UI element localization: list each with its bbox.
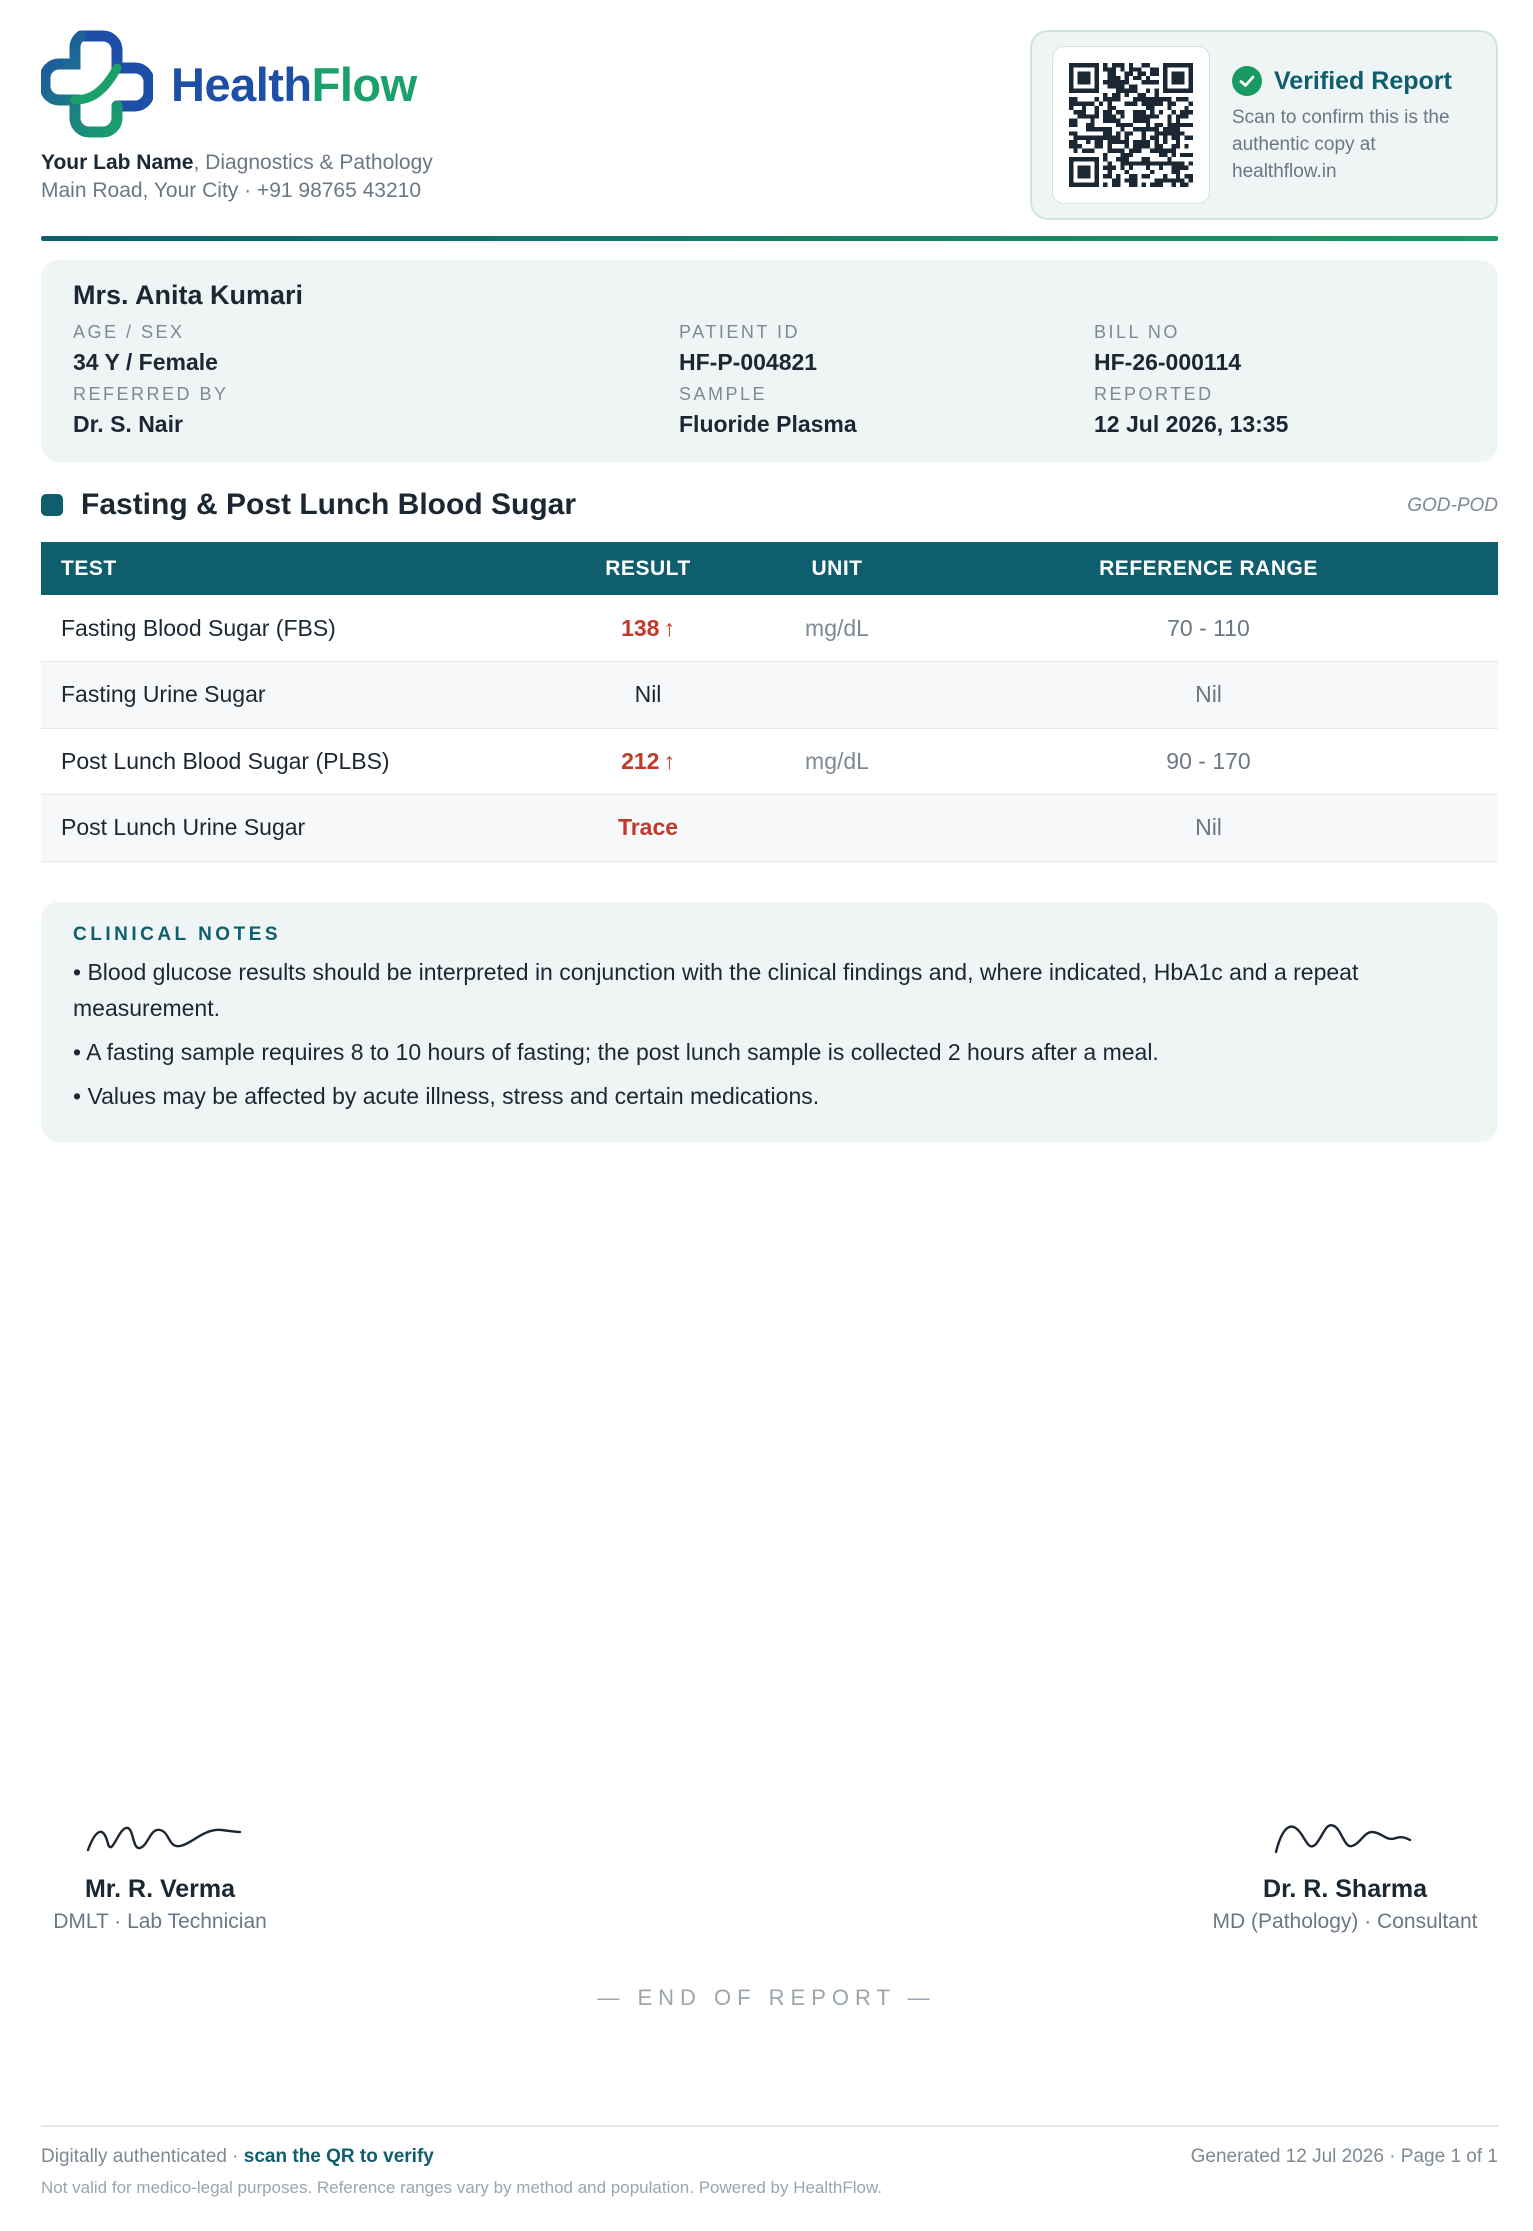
reference-range: Nil xyxy=(919,662,1498,729)
brand-name-part1: Health xyxy=(171,57,312,111)
verification-panel xyxy=(1030,30,1498,220)
section-marker-icon xyxy=(41,494,63,516)
result-value: Trace xyxy=(617,814,679,841)
lab-name-line xyxy=(41,151,433,175)
column-header-reference: REFERENCE RANGE xyxy=(919,542,1498,595)
header-divider xyxy=(41,236,1498,241)
test-result xyxy=(541,728,755,795)
sample-field xyxy=(679,384,857,438)
test-name: Fasting Blood Sugar (FBS) xyxy=(41,595,541,662)
bill-no-label: BILL NO xyxy=(1094,322,1180,342)
clinical-note: • Blood glucose results should be interpreted in conjunction with the clinical findings and, where indicated, HbA1c and a repeat measurement. xyxy=(73,959,1359,1021)
reported-value: 12 Jul 2026, 13:35 xyxy=(1094,411,1289,437)
high-arrow-icon: ↑ xyxy=(663,747,675,774)
clinical-note: • Values may be affected by acute illness, stress and certain medications. xyxy=(73,1083,820,1109)
lab-address: Main Road, Your City · +91 98765 43210 xyxy=(41,179,422,202)
brand-name-part2: Flow xyxy=(311,57,417,111)
signatory-name: Dr. R. Sharma xyxy=(1263,1875,1427,1903)
footer-divider xyxy=(41,2125,1498,2127)
referred-by-field xyxy=(73,384,229,438)
patient-name: Mrs. Anita Kumari xyxy=(73,280,304,310)
qr-code-icon xyxy=(1069,63,1193,187)
column-header-result: RESULT xyxy=(541,542,755,595)
verified-description: Scan to confirm this is the authentic copy at healthflow.in xyxy=(1232,107,1450,182)
test-method: GOD-POD xyxy=(1407,495,1498,516)
table-row xyxy=(41,662,1498,729)
test-result xyxy=(541,662,755,729)
test-name: Fasting Urine Sugar xyxy=(41,662,541,729)
footer-disclaimer: Not valid for medico-legal purposes. Reference ranges vary by method and population. Powered by HealthFlow. xyxy=(41,2178,883,2197)
patient-id-label: PATIENT ID xyxy=(679,322,801,342)
column-header-unit: UNIT xyxy=(755,542,919,595)
patient-info-card xyxy=(41,260,1498,462)
age-sex-label: AGE / SEX xyxy=(73,322,185,342)
signatory-role: MD (Pathology) · Consultant xyxy=(1212,1910,1478,1933)
auth-prefix: Digitally authenticated · xyxy=(41,2146,244,2167)
bill-no-value: HF-26-000114 xyxy=(1094,349,1242,375)
patient-id-field xyxy=(679,322,817,376)
reported-label: REPORTED xyxy=(1094,384,1214,404)
signature-right xyxy=(1185,1875,1505,1934)
verified-title xyxy=(1232,66,1452,96)
signatory-name: Mr. R. Verma xyxy=(84,1875,236,1903)
test-result xyxy=(541,795,755,862)
result-value: Nil xyxy=(634,681,662,708)
patient-id-value: HF-P-004821 xyxy=(679,349,818,375)
signature-left-icon xyxy=(84,1810,244,1860)
reference-range: 90 - 170 xyxy=(919,728,1498,795)
signature-left xyxy=(30,1875,290,1934)
brand-name xyxy=(171,57,417,112)
clinical-notes xyxy=(41,902,1498,1142)
test-result xyxy=(541,595,755,662)
verified-title-text: Verified Report xyxy=(1274,66,1452,95)
section-header xyxy=(41,488,576,522)
qr-code[interactable] xyxy=(1052,46,1210,204)
result-value: 212 xyxy=(621,747,660,774)
signature-right-icon xyxy=(1272,1808,1412,1860)
result-value: 138 xyxy=(621,614,660,641)
sample-label: SAMPLE xyxy=(679,384,768,404)
test-name: Post Lunch Blood Sugar (PLBS) xyxy=(41,728,541,795)
table-row xyxy=(41,728,1498,795)
results-table xyxy=(41,542,1498,862)
column-header-test: TEST xyxy=(41,542,541,595)
test-unit xyxy=(755,662,919,729)
referred-by-label: REFERRED BY xyxy=(73,384,229,404)
table-row xyxy=(41,595,1498,662)
age-sex-value: 34 Y / Female xyxy=(73,349,218,375)
section-title: Fasting & Post Lunch Blood Sugar xyxy=(81,488,576,521)
age-sex-field xyxy=(73,322,218,376)
lab-tagline: , Diagnostics & Pathology xyxy=(193,151,433,174)
verify-link[interactable]: scan the QR to verify xyxy=(243,2146,434,2167)
test-name: Post Lunch Urine Sugar xyxy=(41,795,541,862)
test-unit xyxy=(755,795,919,862)
clinical-notes-title: CLINICAL NOTES xyxy=(73,924,282,945)
footer-generated: Generated 12 Jul 2026 · Page 1 of 1 xyxy=(1190,2146,1498,2167)
end-of-report: — END OF REPORT — xyxy=(597,1985,936,2010)
reference-range: 70 - 110 xyxy=(919,595,1498,662)
check-circle-icon xyxy=(1232,66,1262,96)
clinical-note: • A fasting sample requires 8 to 10 hours of fasting; the post lunch sample is collected 2 hours after a meal. xyxy=(73,1039,1159,1065)
referred-by-value: Dr. S. Nair xyxy=(73,411,183,437)
sample-value: Fluoride Plasma xyxy=(679,411,857,437)
test-unit: mg/dL xyxy=(755,728,919,795)
reference-range: Nil xyxy=(919,795,1498,862)
healthflow-logo-icon xyxy=(41,28,153,140)
footer-authentication xyxy=(41,2146,434,2168)
high-arrow-icon: ↑ xyxy=(663,614,675,641)
bill-no-field xyxy=(1094,322,1241,376)
reported-field xyxy=(1094,384,1288,438)
brand xyxy=(41,28,417,140)
table-header-row xyxy=(41,542,1498,595)
lab-name: Your Lab Name xyxy=(41,151,194,174)
signatory-role: DMLT · Lab Technician xyxy=(53,1910,267,1933)
table-row xyxy=(41,795,1498,862)
test-unit: mg/dL xyxy=(755,595,919,662)
